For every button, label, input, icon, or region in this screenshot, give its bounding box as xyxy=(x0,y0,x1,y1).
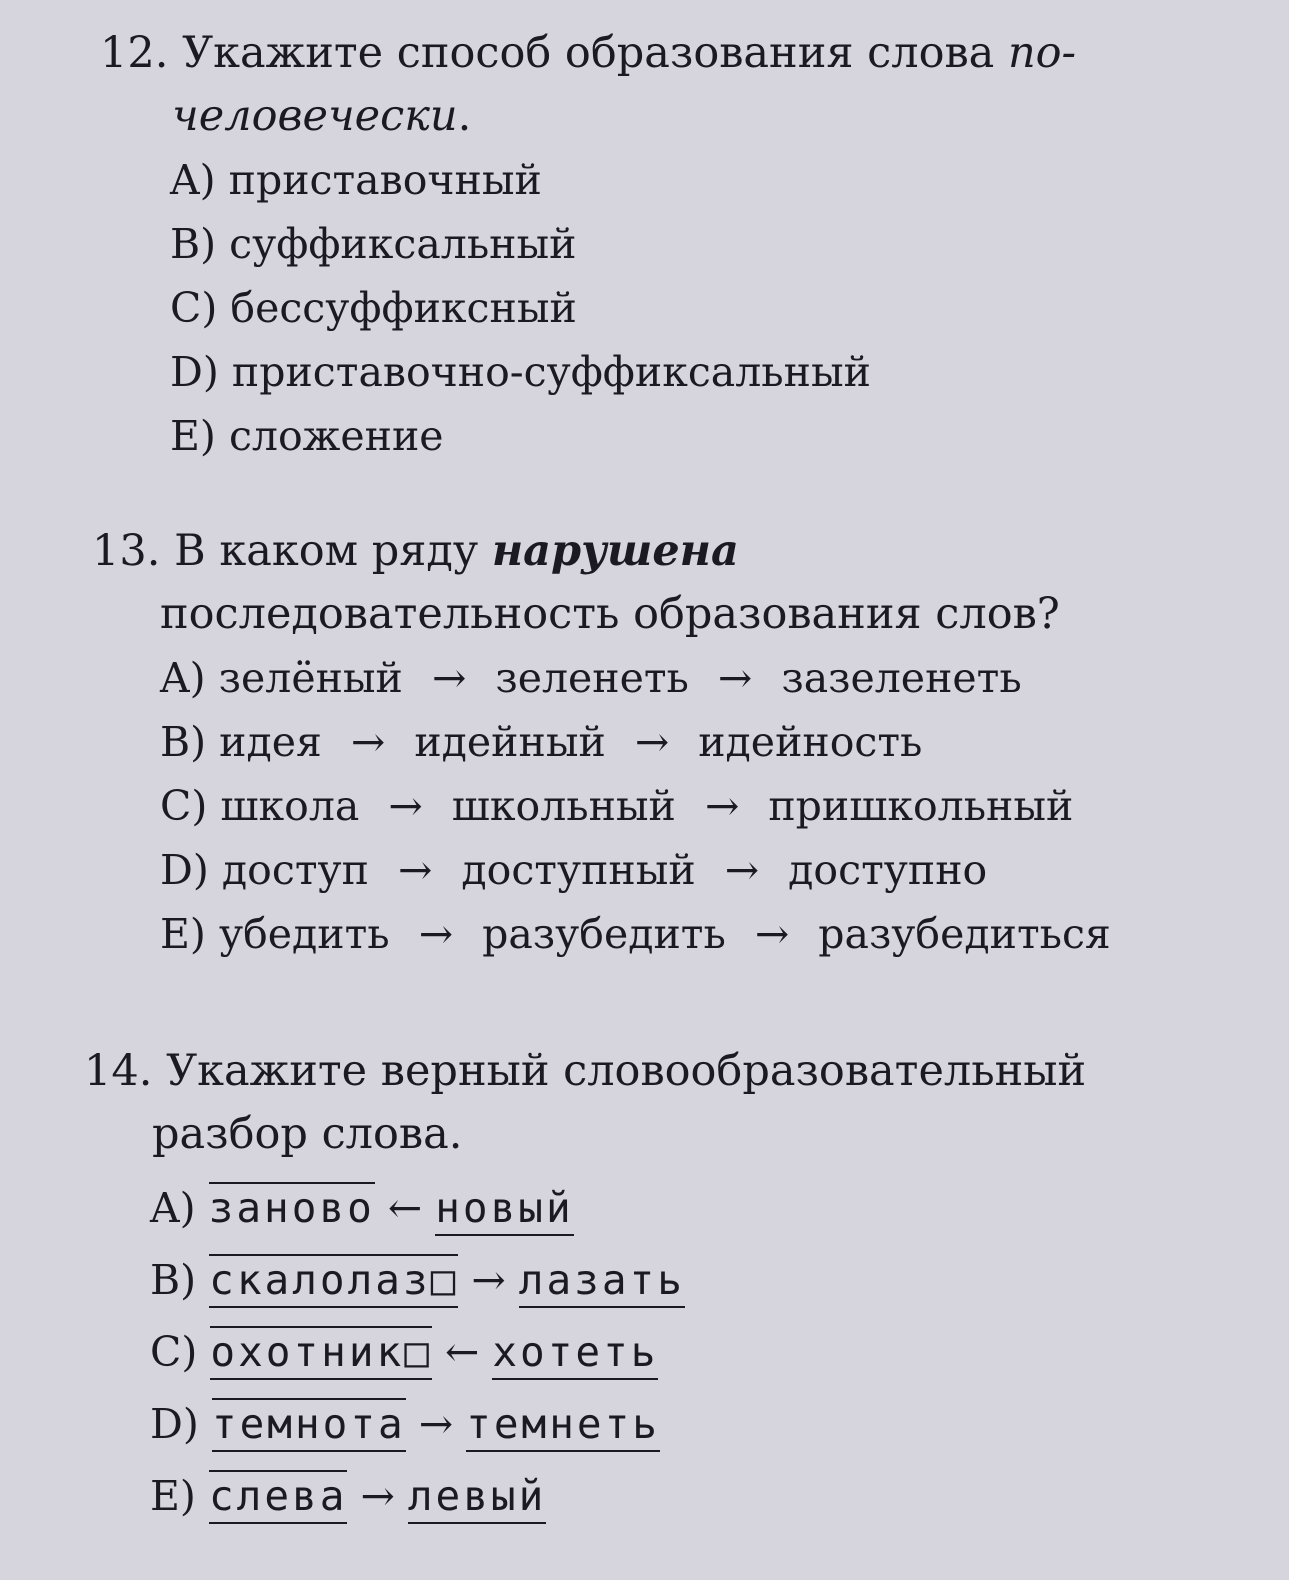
option-b[interactable] xyxy=(160,710,1289,774)
question-12-options xyxy=(0,148,1289,468)
question-13-title xyxy=(0,520,1289,583)
derived-word: заново xyxy=(208,1184,375,1232)
option-e[interactable]: E) сложение xyxy=(170,412,444,460)
derived-word: скалолаз□ xyxy=(209,1254,458,1308)
question-13-options xyxy=(0,646,1289,966)
word-2: доступный xyxy=(461,846,696,894)
option-letter: D) xyxy=(150,1400,199,1448)
question-12 xyxy=(0,22,1289,468)
word-1: идея xyxy=(219,718,322,766)
target-word-part1: по- xyxy=(1007,28,1077,78)
question-number: 13. xyxy=(92,526,161,576)
arrow-right-icon: → xyxy=(360,1472,395,1520)
option-d[interactable]: D) приставочно-суффиксальный xyxy=(170,348,871,396)
arrow-right-icon: → xyxy=(388,782,423,830)
arrow-left-icon: ← xyxy=(444,1328,480,1376)
word-2: зеленеть xyxy=(495,654,689,702)
option-a[interactable] xyxy=(160,646,1289,710)
derived-word: охотник□ xyxy=(210,1326,431,1380)
option-e[interactable] xyxy=(160,902,1289,966)
question-14-title-line2: разбор слова. xyxy=(152,1109,463,1159)
option-letter: B) xyxy=(160,718,207,766)
target-word-part2: человечески xyxy=(172,91,458,141)
base-word: темнеть xyxy=(466,1400,660,1452)
question-text: Укажите верный словообразовательный xyxy=(166,1046,1087,1096)
arrow-right-icon: → xyxy=(717,654,753,702)
question-13 xyxy=(0,520,1289,966)
option-letter: B) xyxy=(150,1256,197,1304)
base-word: левый xyxy=(408,1472,546,1524)
period: . xyxy=(457,91,472,141)
question-12-title-line2 xyxy=(0,85,1289,148)
arrow-right-icon: → xyxy=(398,846,433,894)
option-c[interactable] xyxy=(150,1316,1289,1388)
base-word: новый xyxy=(435,1184,573,1236)
base-word: хотеть xyxy=(492,1328,658,1380)
question-14 xyxy=(0,1040,1289,1532)
word-3: зазеленеть xyxy=(781,654,1022,702)
word-3: разубедиться xyxy=(818,910,1111,958)
word-1: убедить xyxy=(218,910,390,958)
question-text: В каком ряду xyxy=(174,526,479,576)
arrow-right-icon: → xyxy=(634,718,670,766)
question-12-title xyxy=(0,22,1289,85)
arrow-right-icon: → xyxy=(724,846,760,894)
arrow-left-icon: ← xyxy=(387,1184,423,1232)
option-letter: A) xyxy=(160,654,206,702)
base-word: лазать xyxy=(519,1256,685,1308)
arrow-right-icon: → xyxy=(418,910,454,958)
question-number: 12. xyxy=(100,28,169,78)
word-2: разубедить xyxy=(482,910,726,958)
arrow-right-icon: → xyxy=(754,910,790,958)
word-2: школьный xyxy=(451,782,676,830)
option-c[interactable] xyxy=(160,774,1289,838)
option-b[interactable] xyxy=(150,1244,1289,1316)
question-13-title-line2: последовательность образования слов? xyxy=(160,589,1060,639)
option-letter: D) xyxy=(160,846,209,894)
arrow-right-icon: → xyxy=(350,718,386,766)
option-a[interactable]: A) приставочный xyxy=(170,156,542,204)
derived-word: слева xyxy=(209,1470,347,1524)
arrow-right-icon: → xyxy=(418,1400,454,1448)
option-e[interactable] xyxy=(150,1460,1289,1532)
derived-word: темнота xyxy=(212,1398,406,1452)
word-1: зелёный xyxy=(218,654,403,702)
option-letter: C) xyxy=(160,782,208,830)
emphasis-word: нарушена xyxy=(491,526,739,576)
option-letter: E) xyxy=(160,910,206,958)
arrow-right-icon: → xyxy=(431,654,467,702)
option-d[interactable] xyxy=(160,838,1289,902)
word-3: доступно xyxy=(788,846,988,894)
question-number: 14. xyxy=(84,1046,153,1096)
question-text: Укажите способ образования слова xyxy=(182,28,995,78)
question-14-options xyxy=(0,1172,1289,1532)
option-b[interactable]: B) суффиксальный xyxy=(170,220,577,268)
word-1: доступ xyxy=(221,846,369,894)
option-letter: A) xyxy=(150,1184,196,1232)
word-3: идейность xyxy=(698,718,923,766)
option-c[interactable]: C) бессуффиксный xyxy=(170,284,577,332)
arrow-right-icon: → xyxy=(471,1256,506,1304)
word-1: школа xyxy=(220,782,360,830)
word-3: пришкольный xyxy=(768,782,1074,830)
question-14-title xyxy=(0,1040,1289,1103)
arrow-right-icon: → xyxy=(704,782,740,830)
word-2: идейный xyxy=(414,718,606,766)
option-letter: E) xyxy=(150,1472,196,1520)
option-letter: C) xyxy=(150,1328,198,1376)
option-a[interactable] xyxy=(150,1172,1289,1244)
option-d[interactable] xyxy=(150,1388,1289,1460)
